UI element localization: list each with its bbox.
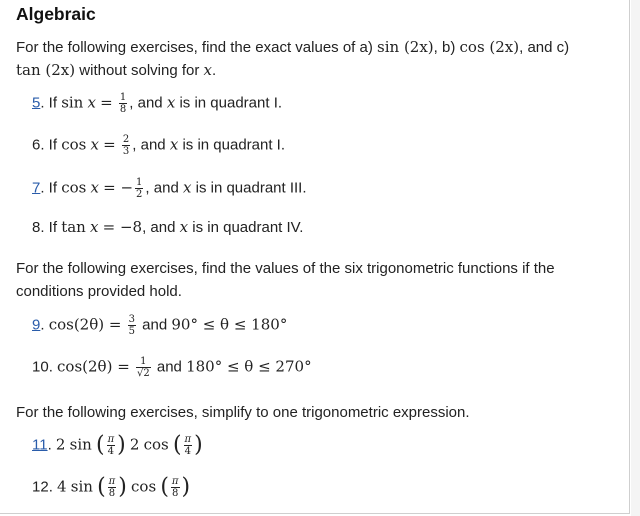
numerator: π: [184, 434, 192, 445]
denominator: 8: [119, 104, 127, 115]
exercise-9-link[interactable]: 9: [32, 316, 41, 334]
sin-2x-expression: sin (2x): [377, 38, 434, 56]
section-heading: Algebraic: [16, 4, 96, 24]
intro-paragraph-1-line-2: [16, 61, 216, 79]
expression: cos(2θ) =: [48, 315, 122, 334]
function-name: sin: [61, 93, 84, 112]
exercise-8: [32, 218, 303, 236]
numerator: π: [171, 476, 179, 487]
condition-text: is in quadrant IV.: [192, 219, 304, 236]
denominator: 5: [128, 326, 135, 337]
function-name: sin: [69, 435, 92, 454]
exercise-8-number: 8: [32, 219, 41, 236]
angle-range: 180° ≤ θ ≤ 270°: [186, 357, 312, 376]
condition-text: is in quadrant III.: [195, 179, 307, 197]
intro-paragraph-2-line-1: For the following exercises, find the values of the six trigonometric functions if the: [16, 260, 555, 277]
fraction: [108, 476, 117, 499]
connector: and: [156, 358, 182, 376]
period: .: [211, 62, 217, 79]
fraction: [128, 314, 136, 337]
numerator: 2: [122, 134, 130, 145]
exercise-10: [32, 356, 312, 379]
intro-paragraph-2-line-2: conditions provided hold.: [16, 283, 182, 300]
exercise-11-link[interactable]: 11: [32, 436, 48, 454]
denominator: √2: [136, 368, 150, 379]
intro-paragraph-3: For the following exercises, simplify to one trigonometric expression.: [16, 404, 470, 421]
denominator: 4: [184, 446, 191, 457]
exercise-12: [32, 476, 190, 499]
exercise-7-link[interactable]: 7: [32, 179, 41, 197]
intro-paragraph-1-line-1: [16, 38, 569, 56]
exercise-6-number: 6: [32, 136, 41, 154]
left-paren: (: [97, 474, 106, 500]
coefficient: 4: [57, 477, 67, 496]
denominator: 3: [122, 146, 130, 157]
exercise-7: [32, 177, 307, 200]
exercise-6: [32, 134, 285, 157]
variable: x: [182, 178, 192, 197]
expression: cos(2θ) =: [57, 357, 130, 376]
scrollbar[interactable]: [631, 0, 640, 516]
connector: , and: [145, 179, 179, 197]
exercise-10-number: 10: [32, 358, 49, 376]
denominator: 8: [172, 488, 179, 499]
exercise-5-link[interactable]: 5: [32, 94, 41, 112]
coefficient: 2: [129, 435, 140, 454]
function-name: cos: [131, 477, 157, 496]
equals: = −8: [102, 218, 143, 236]
connector: and: [142, 316, 168, 334]
denominator: 4: [107, 446, 115, 457]
condition-text: is in quadrant I.: [182, 136, 286, 154]
fraction: [135, 177, 143, 200]
numerator: 3: [128, 314, 135, 325]
variable: x: [166, 93, 176, 112]
cos-2x-expression: cos (2x): [459, 38, 520, 56]
fraction: [119, 92, 127, 115]
label-text: .: [48, 478, 53, 496]
sep-c: , and c): [519, 39, 570, 56]
numerator: π: [108, 476, 116, 487]
variable: x: [87, 93, 96, 112]
exercise-12-number: 12: [32, 478, 49, 496]
label-text: .: [48, 358, 53, 376]
function-name: cos: [61, 178, 87, 197]
intro-text-2: without solving for: [79, 62, 200, 79]
equals: =: [100, 93, 113, 112]
exercise-9: [32, 314, 287, 337]
tan-2x-expression: tan (2x): [16, 61, 76, 79]
numerator: 1: [136, 177, 143, 188]
coefficient: 2: [55, 435, 66, 454]
numerator: π: [107, 434, 115, 445]
numerator: 1: [136, 356, 151, 368]
exercise-5: [32, 92, 282, 115]
label-text: . If: [40, 179, 58, 197]
denominator: 8: [108, 488, 116, 499]
equals: =: [103, 135, 116, 154]
variable: x: [169, 135, 179, 154]
label-text: . If: [40, 94, 58, 112]
connector: , and: [129, 94, 163, 112]
variable: x: [179, 218, 189, 236]
fraction: [171, 476, 180, 499]
right-paren: ): [118, 474, 127, 500]
variable: x: [90, 178, 99, 197]
exercise-11: [32, 434, 203, 457]
fraction: [184, 434, 193, 457]
angle-range: 90° ≤ θ ≤ 180°: [171, 315, 288, 334]
intro-text: For the following exercises, find the exact values of a): [16, 39, 373, 56]
variable: x: [90, 218, 99, 236]
variable: x: [90, 135, 99, 154]
connector: , and: [142, 219, 176, 236]
function-name: cos: [61, 135, 87, 154]
function-name: cos: [143, 435, 169, 454]
fraction: [136, 356, 151, 379]
function-name: tan: [61, 218, 86, 236]
left-paren: (: [172, 432, 182, 458]
label-text: . If: [40, 219, 58, 236]
right-paren: ): [194, 432, 203, 458]
x-variable: x: [203, 61, 212, 79]
function-name: sin: [70, 477, 93, 496]
label-text: .: [40, 316, 45, 334]
fraction: [107, 434, 116, 457]
left-paren: (: [160, 474, 169, 500]
label-text: . If: [40, 136, 58, 154]
label-text: .: [47, 436, 52, 454]
left-paren: (: [95, 432, 105, 458]
right-paren: ): [117, 432, 126, 458]
equals: = −: [103, 178, 134, 197]
numerator: 1: [119, 92, 127, 103]
connector: , and: [132, 136, 166, 154]
denominator: 2: [136, 189, 143, 200]
right-paren: ): [181, 474, 191, 500]
condition-text: is in quadrant I.: [179, 94, 283, 112]
fraction: [122, 134, 130, 157]
sep-b: , b): [433, 39, 456, 56]
